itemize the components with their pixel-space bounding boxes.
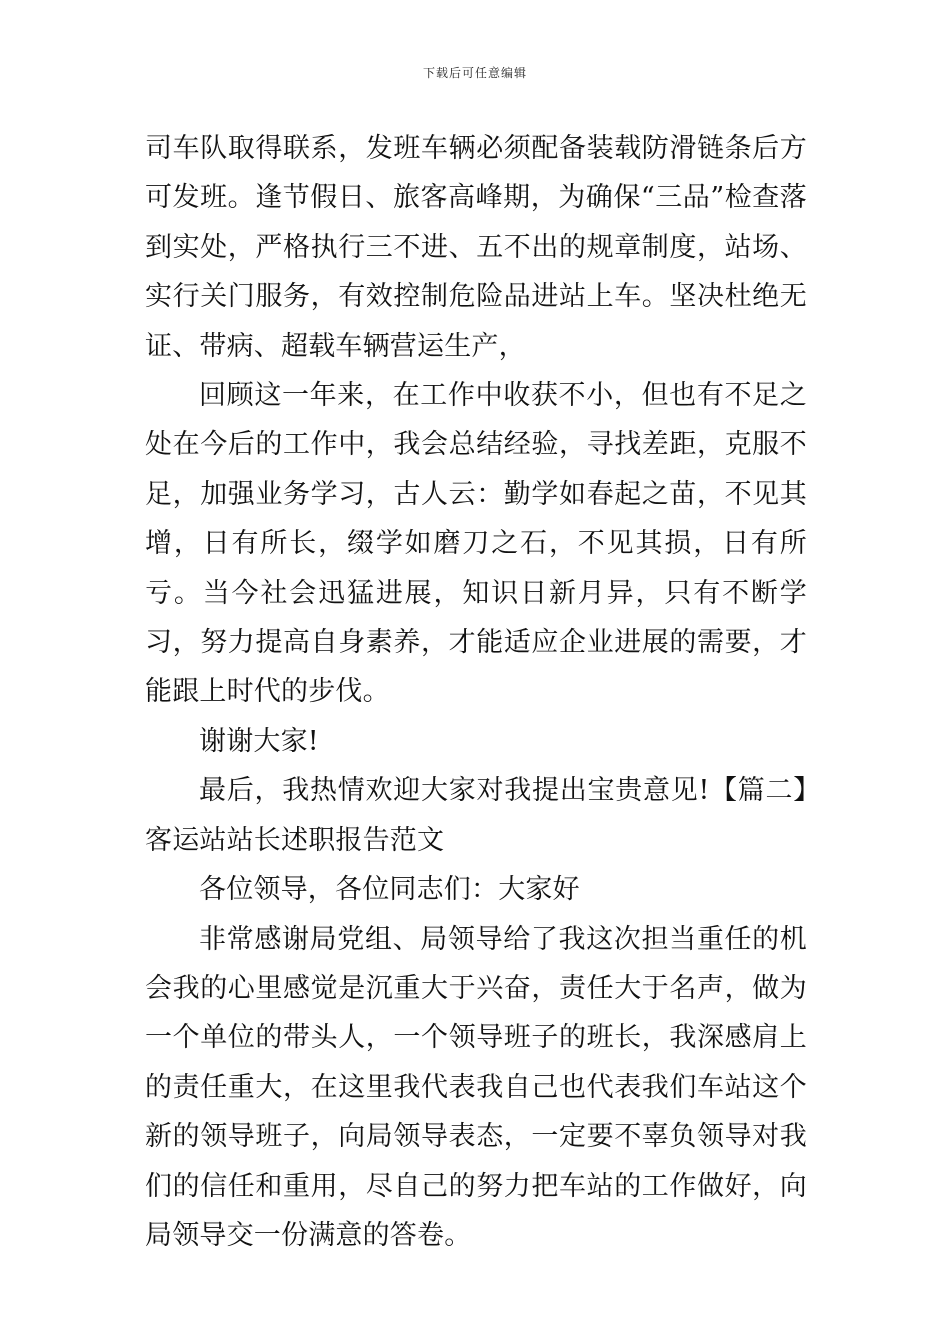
- paragraph: 谢谢大家!: [199, 725, 319, 757]
- document-body: [145, 124, 807, 1260]
- paragraph: 司车队取得联系，发班车辆必须配备装载防滑链条后方可发班。逢节假日、旅客高峰期，为确保“三品”检查落到实处，严格执行三不进、五不出的规章制度，站场、实行关门服务，有效控制危险品进站上车。坚决杜绝无证、带病、超载车辆营运生产，: [145, 133, 807, 362]
- paragraph: 非常感谢局党组、局领导给了我这次担当重任的机会我的心里感觉是沉重大于兴奋，责任大于名声，做为一个单位的带头人，一个领导班子的班长，我深感肩上的责任重大，在这里我代表我自己也代表我们车站这个新的领导班子，向局领导表态，一定要不辜负领导对我们的信任和重用，尽自己的努力把车站的工作做好，向局领导交一份满意的答卷。: [145, 923, 807, 1251]
- paragraph: 最后，我热情欢迎大家对我提出宝贵意见!【篇二】客运站站长述职报告范文: [145, 775, 807, 856]
- page-header: 下载后可任意编辑: [422, 66, 527, 80]
- paragraph: 各位领导，各位同志们：大家好: [199, 874, 580, 906]
- paragraph: 回顾这一年来，在工作中收获不小，但也有不足之处在今后的工作中，我会总结经验，寻找差距，克服不足，加强业务学习，古人云：勤学如春起之苗，不见其增，日有所长，缀学如磨刀之石，不见其损，日有所亏。当今社会迅猛进展，知识日新月异，只有不断学习，努力提高自身素养，才能适应企业进展的需要，才能跟上时代的步伐。: [145, 380, 807, 708]
